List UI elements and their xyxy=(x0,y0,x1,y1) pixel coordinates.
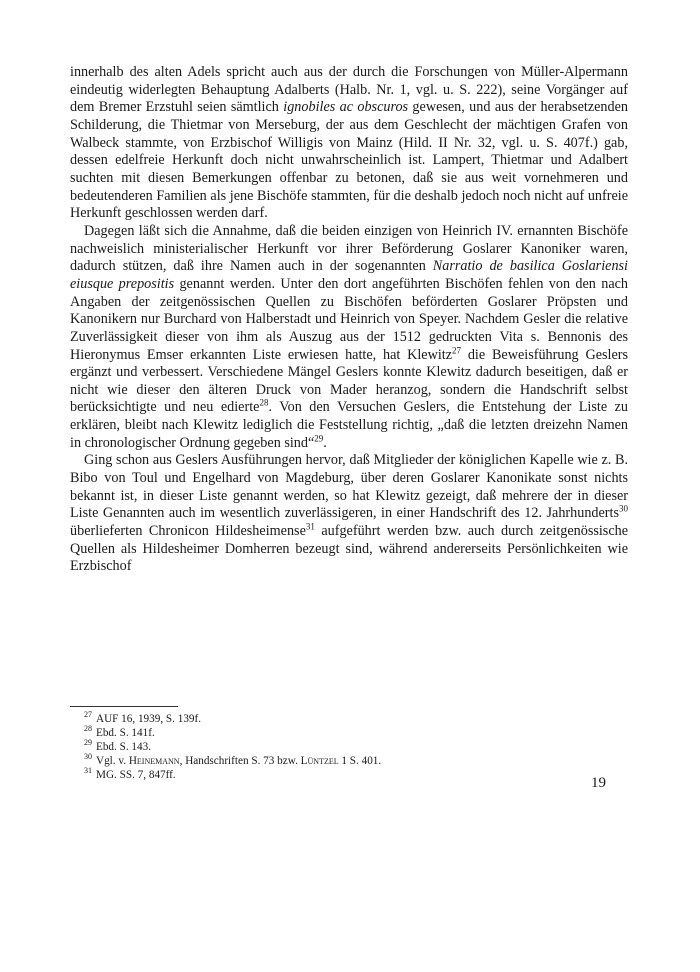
italic-title: ignobiles ac obscuros xyxy=(283,99,409,116)
page-number: 19 xyxy=(591,775,606,791)
footnote xyxy=(84,724,624,741)
author-name: Heinemann xyxy=(128,754,180,767)
text-run: . Von den Versuchen Geslers, die Entstehung der Liste zu erklären, bleibt nach Klewitz lediglich die Feststellung richtig, „daß die letzten dreizehn Namen in chronologischer Ordnung gegeben sind“ xyxy=(70,399,628,451)
italic-title: Narratio de basilica Goslariensi eiusque prepositis xyxy=(70,258,628,292)
text-run: . xyxy=(323,434,327,451)
text-run: Ging schon aus Geslers Ausführungen hervor, daß Mitglieder der königlichen Kapelle wie z. B. Bibo von Toul und Engelhard von Magdeburg, über deren Goslarer Kanonikate sonst nichts bekannt ist, in dieser Liste genannt werden, so hat Klewitz gezeigt, daß mehrere der in dieser Liste Genannten auch im wesentlich zuverlässigeren, in einer Handschrift des 12. Jahrhunderts xyxy=(70,452,628,522)
text-run: die Beweisführung Geslers ergänzt und verbessert. Verschiedene Mängel Geslers konnte Klewitz dadurch beseitigen, daß er nicht wie dieser den älteren Druck von Mader heranzog, sondern die Handschrift selbst berücksichtigte und neu edierte xyxy=(70,346,628,416)
paragraph xyxy=(70,452,628,576)
footnote-number: 30 xyxy=(84,751,92,761)
text-run: AUF 16, 1939, S. 139f. xyxy=(96,713,202,725)
text-run: Ebd. S. 143. xyxy=(96,740,152,753)
footnote-number: 31 xyxy=(84,765,92,775)
body-text xyxy=(70,64,628,576)
footnote-number: 28 xyxy=(84,724,92,734)
author-name: Lüntzel xyxy=(300,754,339,767)
footnote-reference: 30 xyxy=(619,503,628,514)
footnote-reference: 31 xyxy=(305,521,315,532)
text-run: genannt werden. Unter den dort angeführten Bischöfen fehlen von den nach Angaben der zeitgenössischen Quellen zu Bischöfen beförderten Goslarer Pröpsten und Kanonikern nur Burchard von Halberstadt und Heinrich von Speyer. Nachdem Gesler die relative Zuverlässigkeit dieser von ihm als Auszug aus der 1512 gedruckten Vita s. Bennonis des Hieronymus Emser erkannten Liste erwiesen hatte, hat Klewitz xyxy=(70,275,629,363)
footnote xyxy=(84,710,624,727)
footnote-rule xyxy=(70,706,178,707)
text-run: 1 S. 401. xyxy=(338,754,382,767)
text-run: Dagegen läßt sich die Annahme, daß die beiden einzigen von Heinrich IV. ernannten Bischöfe nachweislich ministerialischer Herkunft vor ihrer Beförderung Goslarer Kanoniker waren, dadurch stützen, daß ihre Namen auch in der sogenannten xyxy=(70,222,628,275)
text-run: aufgeführt werden bzw. auch durch zeitgenössische Quellen als Hildesheimer Domherren bezeugt sind, während andererseits Persönlichkeiten wie Erzbischof xyxy=(70,523,629,575)
paragraph xyxy=(70,64,628,223)
footnote-reference: 28 xyxy=(259,397,269,408)
text-run: Vgl. v. xyxy=(96,754,129,767)
footnote-reference: 27 xyxy=(452,344,462,355)
text-run: , Handschriften S. 73 bzw. xyxy=(179,754,301,767)
text-run: gewesen, und aus der herabsetzenden Schilderung, die Thietmar von Merseburg, der aus dem Geschlecht der mächtigen Grafen von Walbeck stammte, von Erzbischof Willigis von Mainz (Hild. II Nr. 32, vgl. u. S. 407f.) gab, dessen edelfreie Herkunft doch nicht unwahrscheinlich ist. Lampert, Thietmar und Adalbert suchten mit diesen Bemerkungen offenbar zu betonen, daß sie aus weit vornehmeren und bedeutenderen Familien als jene Bischöfe stammten, für die deshalb jedoch noch nicht auf unfreie Herkunft geschlossen werden darf. xyxy=(70,99,628,222)
footnote xyxy=(84,738,624,755)
footnote xyxy=(84,765,624,783)
text-run: innerhalb des alten Adels spricht auch aus der durch die Forschungen von Müller-Alpermann eindeutig widerlegten Behauptung Adalberts (Halb. Nr. 1, vgl. u. S. 222), seine Vorgänger auf dem Bremer Erzstuhl seien sämtlich xyxy=(70,64,628,116)
text-run: überlieferten Chronicon Hildesheimense xyxy=(70,523,306,540)
footnote-reference: 29 xyxy=(314,433,324,444)
text-run: Ebd. S. 141f. xyxy=(96,726,155,739)
footnote-number: 29 xyxy=(84,738,92,748)
footnote-number: 27 xyxy=(84,710,92,720)
paragraph xyxy=(70,223,628,453)
footnotes xyxy=(84,710,624,783)
footnote xyxy=(84,751,624,769)
text-run: MG. SS. 7, 847ff. xyxy=(96,768,176,781)
page-content xyxy=(70,64,628,576)
